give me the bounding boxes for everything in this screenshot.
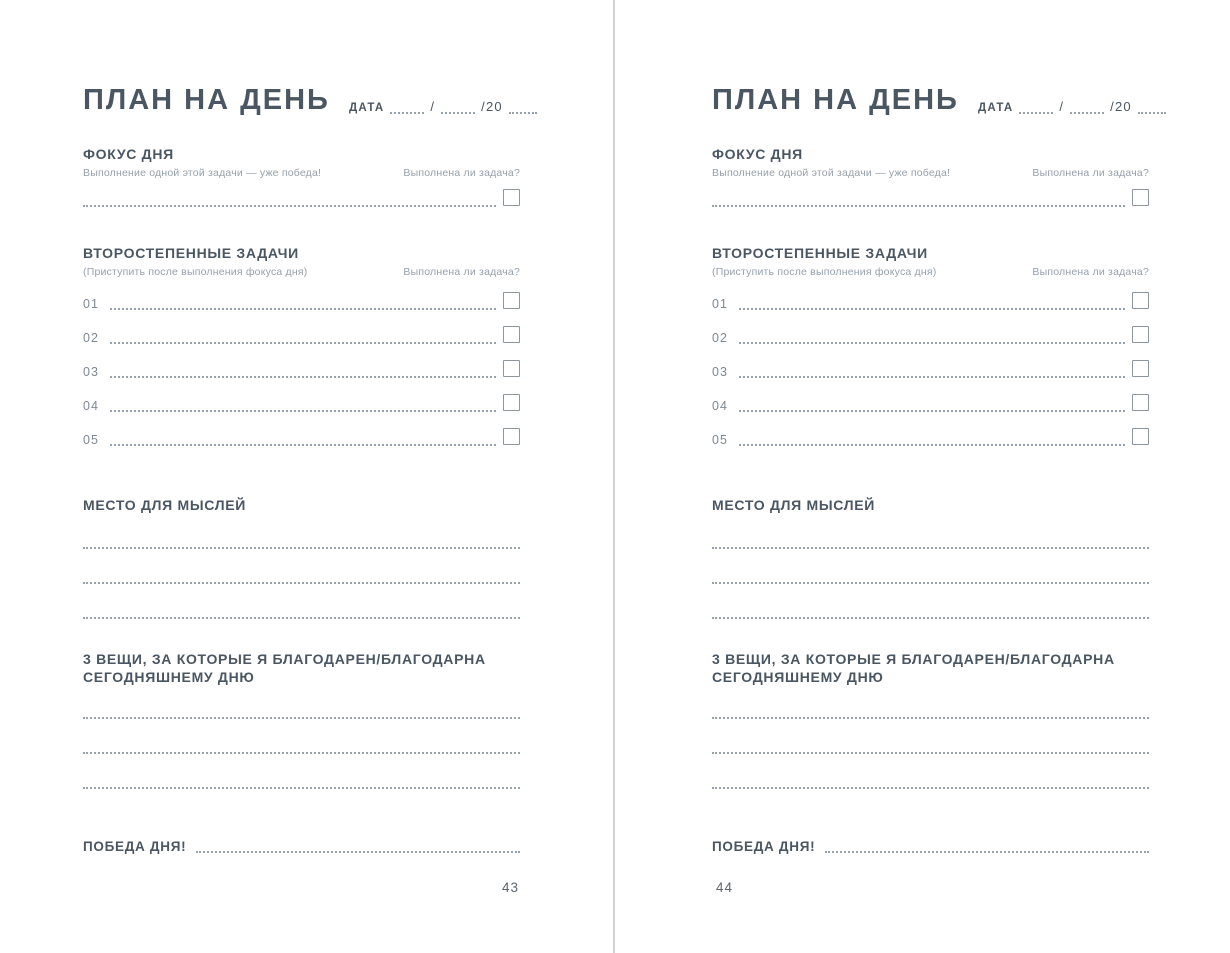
task-number: 05 [712, 432, 728, 447]
page-divider [613, 0, 615, 953]
task-number: 03 [83, 364, 99, 379]
thoughts-heading: МЕСТО ДЛЯ МЫСЛЕЙ [712, 497, 876, 513]
focus-write-line[interactable] [712, 188, 1125, 207]
task-checkbox[interactable] [503, 326, 520, 343]
task-row [83, 292, 520, 310]
date-field [978, 99, 1166, 114]
task-row [83, 394, 520, 412]
date-year-fill-line[interactable] [509, 100, 537, 114]
task-number: 05 [83, 432, 99, 447]
date-year-prefix: /20 [1110, 99, 1132, 114]
victory-row [83, 836, 520, 855]
focus-subtitle-row [83, 167, 520, 179]
gratitude-heading: 3 ВЕЩИ, ЗА КОТОРЫЕ Я БЛАГОДАРЕН/БЛАГОДАРНА СЕГОДНЯШНЕМУ ДНЮ [712, 651, 1115, 686]
task-write-line[interactable] [739, 359, 1125, 378]
victory-write-line[interactable] [825, 836, 1149, 853]
page-number: 44 [716, 880, 734, 895]
task-write-line[interactable] [110, 427, 496, 446]
task-write-line[interactable] [739, 325, 1125, 344]
gratitude-write-line[interactable] [712, 684, 1149, 719]
page-title: ПЛАН НА ДЕНЬ [712, 84, 959, 116]
focus-write-line[interactable] [83, 188, 496, 207]
date-year-prefix: /20 [481, 99, 503, 114]
task-row [83, 428, 520, 446]
task-number: 01 [83, 296, 99, 311]
date-label: ДАТА [978, 102, 1014, 114]
task-row [712, 292, 1149, 310]
task-checkbox[interactable] [503, 360, 520, 377]
task-write-line[interactable] [739, 291, 1125, 310]
focus-subtitle: Выполнение одной этой задачи — уже победа! [712, 167, 951, 179]
date-day-fill-line[interactable] [390, 100, 424, 114]
thoughts-heading: МЕСТО ДЛЯ МЫСЛЕЙ [83, 497, 247, 513]
date-label: ДАТА [349, 102, 385, 114]
focus-checkbox[interactable] [1132, 189, 1149, 206]
task-checkbox[interactable] [1132, 326, 1149, 343]
secondary-done-question: Выполнена ли задача? [403, 266, 520, 278]
task-row [83, 360, 520, 378]
gratitude-write-area [83, 684, 520, 789]
task-row [712, 326, 1149, 344]
page-number: 43 [501, 880, 519, 895]
secondary-subtitle: (Приступить после выполнения фокуса дня) [712, 266, 937, 278]
task-checkbox[interactable] [1132, 394, 1149, 411]
task-number: 02 [83, 330, 99, 345]
task-row [712, 360, 1149, 378]
secondary-tasks-heading: ВТОРОСТЕПЕННЫЕ ЗАДАЧИ [83, 245, 299, 261]
task-number: 03 [712, 364, 728, 379]
secondary-task-list [712, 292, 1149, 462]
thoughts-write-line[interactable] [712, 514, 1149, 549]
thoughts-write-line[interactable] [83, 584, 520, 619]
task-write-line[interactable] [110, 393, 496, 412]
focus-done-question: Выполнена ли задача? [1032, 167, 1149, 179]
focus-checkbox[interactable] [503, 189, 520, 206]
planner-page-left [83, 0, 520, 953]
thoughts-write-line[interactable] [712, 584, 1149, 619]
thoughts-write-area [712, 514, 1149, 619]
gratitude-write-line[interactable] [712, 754, 1149, 789]
focus-done-question: Выполнена ли задача? [403, 167, 520, 179]
gratitude-write-line[interactable] [83, 754, 520, 789]
thoughts-write-line[interactable] [712, 549, 1149, 584]
date-year-fill-line[interactable] [1138, 100, 1166, 114]
secondary-task-list [83, 292, 520, 462]
victory-write-line[interactable] [196, 836, 520, 853]
focus-task-row [83, 188, 520, 207]
focus-subtitle: Выполнение одной этой задачи — уже победа! [83, 167, 322, 179]
gratitude-heading: 3 ВЕЩИ, ЗА КОТОРЫЕ Я БЛАГОДАРЕН/БЛАГОДАРНА СЕГОДНЯШНЕМУ ДНЮ [83, 651, 486, 686]
date-day-fill-line[interactable] [1019, 100, 1053, 114]
task-checkbox[interactable] [1132, 292, 1149, 309]
victory-heading: ПОБЕДА ДНЯ! [83, 838, 187, 854]
date-separator: / [430, 99, 436, 114]
focus-section-heading: ФОКУС ДНЯ [83, 146, 174, 162]
task-checkbox[interactable] [503, 428, 520, 445]
task-number: 04 [712, 398, 728, 413]
task-number: 02 [712, 330, 728, 345]
task-row [712, 394, 1149, 412]
date-field [349, 99, 537, 114]
thoughts-write-line[interactable] [83, 514, 520, 549]
task-row [83, 326, 520, 344]
task-checkbox[interactable] [503, 292, 520, 309]
gratitude-write-area [712, 684, 1149, 789]
task-checkbox[interactable] [503, 394, 520, 411]
task-write-line[interactable] [110, 325, 496, 344]
task-write-line[interactable] [739, 393, 1125, 412]
thoughts-write-line[interactable] [83, 549, 520, 584]
date-month-fill-line[interactable] [441, 100, 475, 114]
focus-section-heading: ФОКУС ДНЯ [712, 146, 803, 162]
date-month-fill-line[interactable] [1070, 100, 1104, 114]
secondary-done-question: Выполнена ли задача? [1032, 266, 1149, 278]
secondary-subtitle-row [83, 266, 520, 278]
task-checkbox[interactable] [1132, 360, 1149, 377]
secondary-subtitle: (Приступить после выполнения фокуса дня) [83, 266, 308, 278]
secondary-tasks-heading: ВТОРОСТЕПЕННЫЕ ЗАДАЧИ [712, 245, 928, 261]
date-separator: / [1059, 99, 1065, 114]
secondary-subtitle-row [712, 266, 1149, 278]
focus-task-row [712, 188, 1149, 207]
thoughts-write-area [83, 514, 520, 619]
task-write-line[interactable] [739, 427, 1125, 446]
gratitude-write-line[interactable] [83, 684, 520, 719]
victory-heading: ПОБЕДА ДНЯ! [712, 838, 816, 854]
task-number: 01 [712, 296, 728, 311]
task-checkbox[interactable] [1132, 428, 1149, 445]
victory-row [712, 836, 1149, 855]
gratitude-write-line[interactable] [712, 719, 1149, 754]
task-row [712, 428, 1149, 446]
planner-page-right [712, 0, 1149, 953]
task-write-line[interactable] [110, 291, 496, 310]
page-title: ПЛАН НА ДЕНЬ [83, 84, 330, 116]
task-number: 04 [83, 398, 99, 413]
focus-subtitle-row [712, 167, 1149, 179]
task-write-line[interactable] [110, 359, 496, 378]
gratitude-write-line[interactable] [83, 719, 520, 754]
